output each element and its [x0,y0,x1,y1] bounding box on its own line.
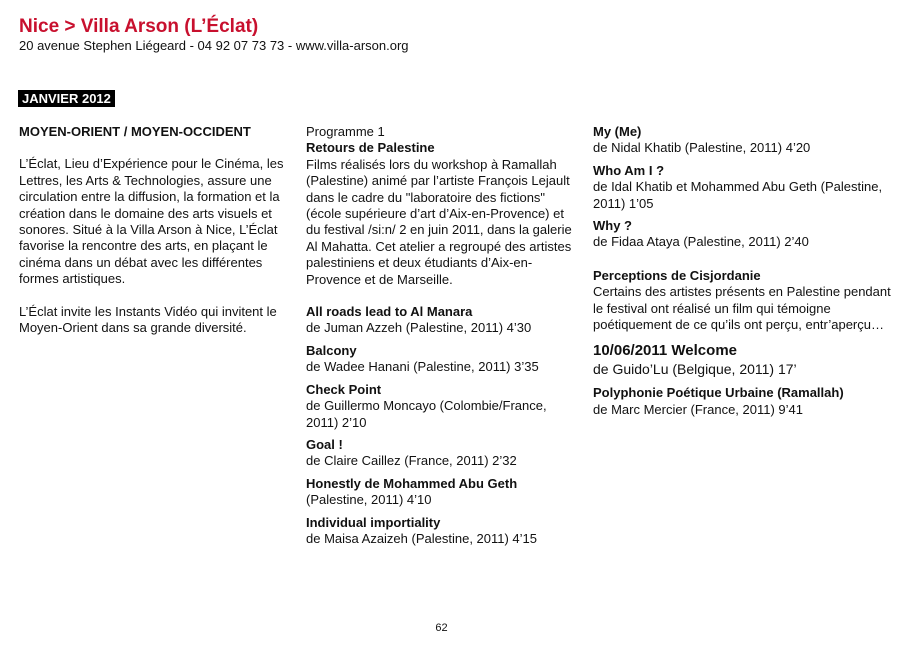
film-credit: de Wadee Hanani (Palestine, 2011) 3’35 [306,359,539,375]
polyphonie-title: Polyphonie Poétique Urbaine (Ramallah) [593,385,844,401]
welcome-credit: de Guido’Lu (Belgique, 2011) 17’ [593,361,797,378]
film-item [306,304,578,337]
film-item [306,382,578,431]
film-title: Goal ! [306,436,343,452]
programme-label: Programme 1 [306,124,385,139]
film-credit: de Guillermo Moncayo (Colombie/France, 2011) 2’10 [306,398,547,430]
welcome-title: 10/06/2011 Welcome [593,342,737,360]
film-title: Honestly de Mohammed Abu Geth [306,475,518,491]
film-credit: de Fidaa Ataya (Palestine, 2011) 2’40 [593,234,809,250]
film-item [306,515,578,548]
section-heading: MOYEN-ORIENT / MOYEN-OCCIDENT [19,124,251,139]
column-more-films [593,124,893,418]
polyphonie-credit: de Marc Mercier (France, 2011) 9’41 [593,401,804,417]
film-credit: de Juman Azzeh (Palestine, 2011) 4’30 [306,320,532,336]
programme-title: Retours de Palestine [306,140,435,156]
column-intro [19,124,291,336]
film-credit: (Palestine, 2011) 4’10 [306,492,432,508]
venue-title: Nice > Villa Arson (L’Éclat) [19,16,259,37]
film-title: My (Me) [593,124,642,139]
film-credit: de Idal Khatib et Mohammed Abu Geth (Palestine, 2011) 1’05 [593,179,883,211]
film-item [306,476,578,509]
film-item [306,343,578,376]
page-header [19,16,409,54]
film-item [593,124,893,157]
intro-paragraph: L’Éclat, Lieu d’Expérience pour le Cinéma, les Lettres, les Arts & Technologies, assure une circulation entre la diffusion, la formation et la création dans le domaine des arts visuels et sonores. Situé à la Villa Arson à Nice, L’Éclat favorise la rencontre des arts, en plaçant le cinéma dans un débat avec les différentes formes artistiques. [19,156,284,287]
perceptions-title: Perceptions de Cisjordanie [593,267,761,283]
film-list [306,304,578,547]
film-item [593,218,893,251]
perceptions-description: Certains des artistes présents en Palestine pendant le festival ont réalisé un film qui témoigne poétiquement de ce qu’ils ont perçu, entr’aperçu… [593,284,891,333]
film-credit: de Maisa Azaizeh (Palestine, 2011) 4’15 [306,530,538,546]
page-number: 62 [435,622,448,634]
film-title: Who Am I ? [593,162,665,178]
film-title: All roads lead to Al Manara [306,304,473,320]
film-credit: de Nidal Khatib (Palestine, 2011) 4’20 [593,140,811,156]
film-item [593,163,893,212]
film-title: Individual importiality [306,514,441,530]
film-list [593,124,893,251]
venue-address: 20 avenue Stephen Liégeard - 04 92 07 73 73 - www.villa-arson.org [19,38,409,53]
month-label: JANVIER 2012 [18,90,115,107]
column-programme [306,124,578,547]
film-title: Check Point [306,381,382,397]
film-item [306,437,578,470]
film-title: Balcony [306,342,357,358]
film-title: Why ? [593,218,632,234]
invite-paragraph: L’Éclat invite les Instants Vidéo qui invitent le Moyen-Orient dans sa grande diversité. [19,303,277,336]
programme-description: Films réalisés lors du workshop à Ramallah (Palestine) animé par l’artiste François Lejault dans le cadre du "laboratoire des fictions" (école supérieure d’art d’Aix-en-Provence) et du festival /si:n/ 2 en juin 2011, dans la galerie Al Mahatta. Cet atelier a regroupé des artistes palestiniens et deux étudiants d’Aix-en-Provence et de Marseille. [306,156,572,287]
film-credit: de Claire Caillez (France, 2011) 2’32 [306,453,517,469]
